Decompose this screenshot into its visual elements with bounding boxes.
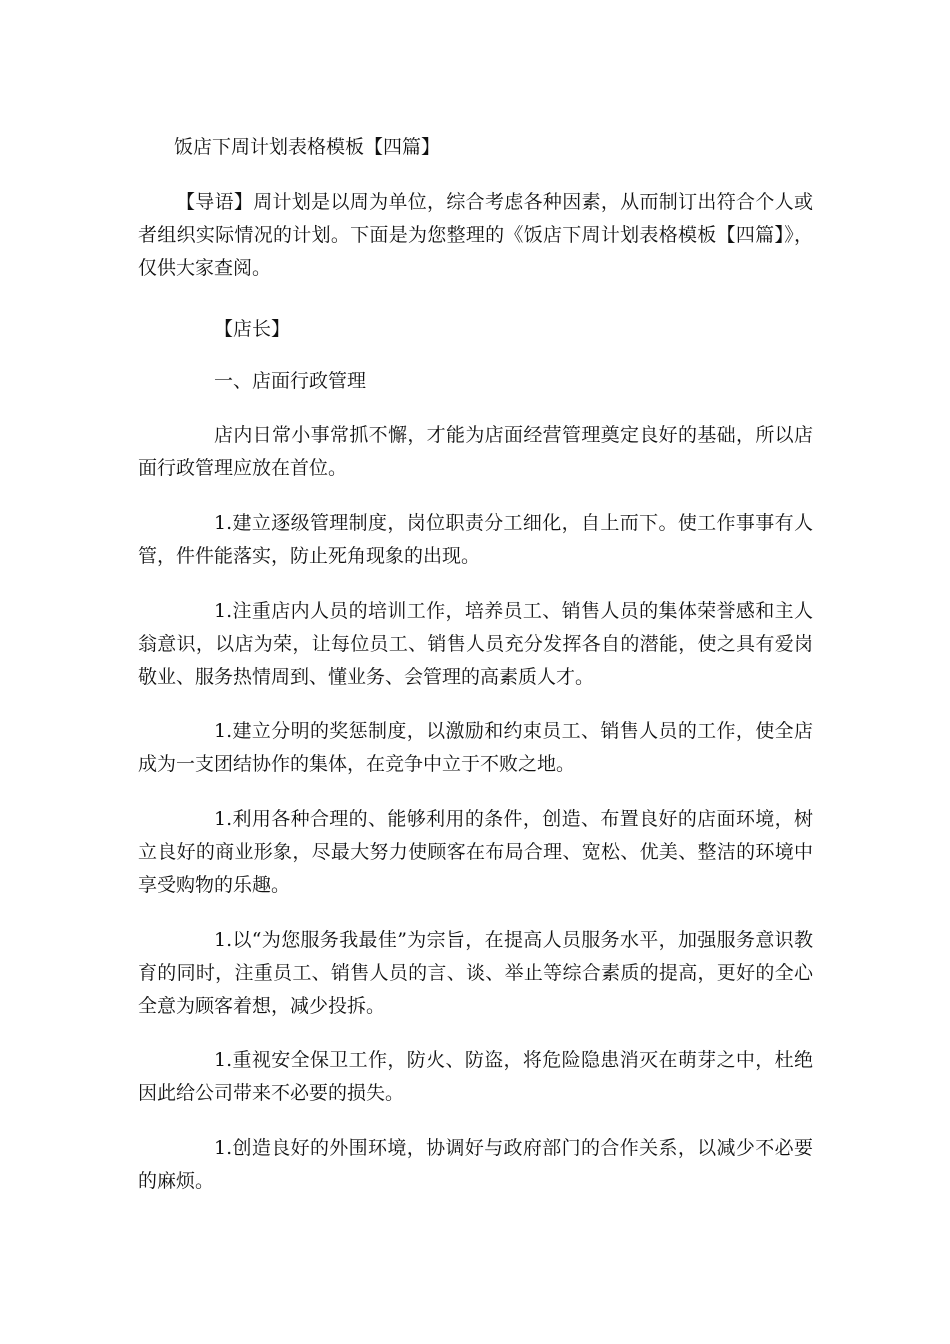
body-paragraph: 1.注重店内人员的培训工作，培养员工、销售人员的集体荣誉感和主人翁意识，以店为荣，让每位员工、销售人员充分发挥各自的潜能，使之具有爱岗敬业、服务热情周到、懂业务、会管理的高素质人才。 — [138, 600, 813, 688]
body-paragraph: 1.建立逐级管理制度，岗位职责分工细化，自上而下。使工作事事有人管，件件能落实，防止死角现象的出现。 — [138, 512, 813, 567]
body-paragraph: 1.利用各种合理的、能够利用的条件，创造、布置良好的店面环境，树立良好的商业形象，尽最大努力使顾客在布局合理、宽松、优美、整洁的环境中享受购物的乐趣。 — [138, 808, 813, 896]
section-label: 【店长】 — [214, 318, 291, 340]
body-paragraph: 1.建立分明的奖惩制度，以激励和约束员工、销售人员的工作，使全店成为一支团结协作的集体，在竞争中立于不败之地。 — [138, 720, 813, 775]
body-paragraph: 1.创造良好的外围环境，协调好与政府部门的合作关系，以减少不必要的麻烦。 — [138, 1137, 813, 1192]
body-paragraph: 1.重视安全保卫工作，防火、防盗，将危险隐患消灭在萌芽之中，杜绝因此给公司带来不必要的损失。 — [138, 1049, 813, 1104]
document-title: 饭店下周计划表格模板【四篇】 — [174, 136, 441, 158]
section-heading: 一、店面行政管理 — [214, 370, 367, 392]
body-paragraph: 店内日常小事常抓不懈，才能为店面经营管理奠定良好的基础，所以店面行政管理应放在首位。 — [138, 424, 813, 479]
intro-paragraph: 【导语】周计划是以周为单位，综合考虑各种因素，从而制订出符合个人或者组织实际情况的计划。下面是为您整理的《饭店下周计划表格模板【四篇】》，仅供大家查阅。 — [138, 191, 813, 279]
body-paragraph: 1.以“为您服务我最佳”为宗旨，在提高人员服务水平，加强服务意识教育的同时，注重员工、销售人员的言、谈、举止等综合素质的提高，更好的全心全意为顾客着想，减少投拆。 — [138, 929, 813, 1017]
